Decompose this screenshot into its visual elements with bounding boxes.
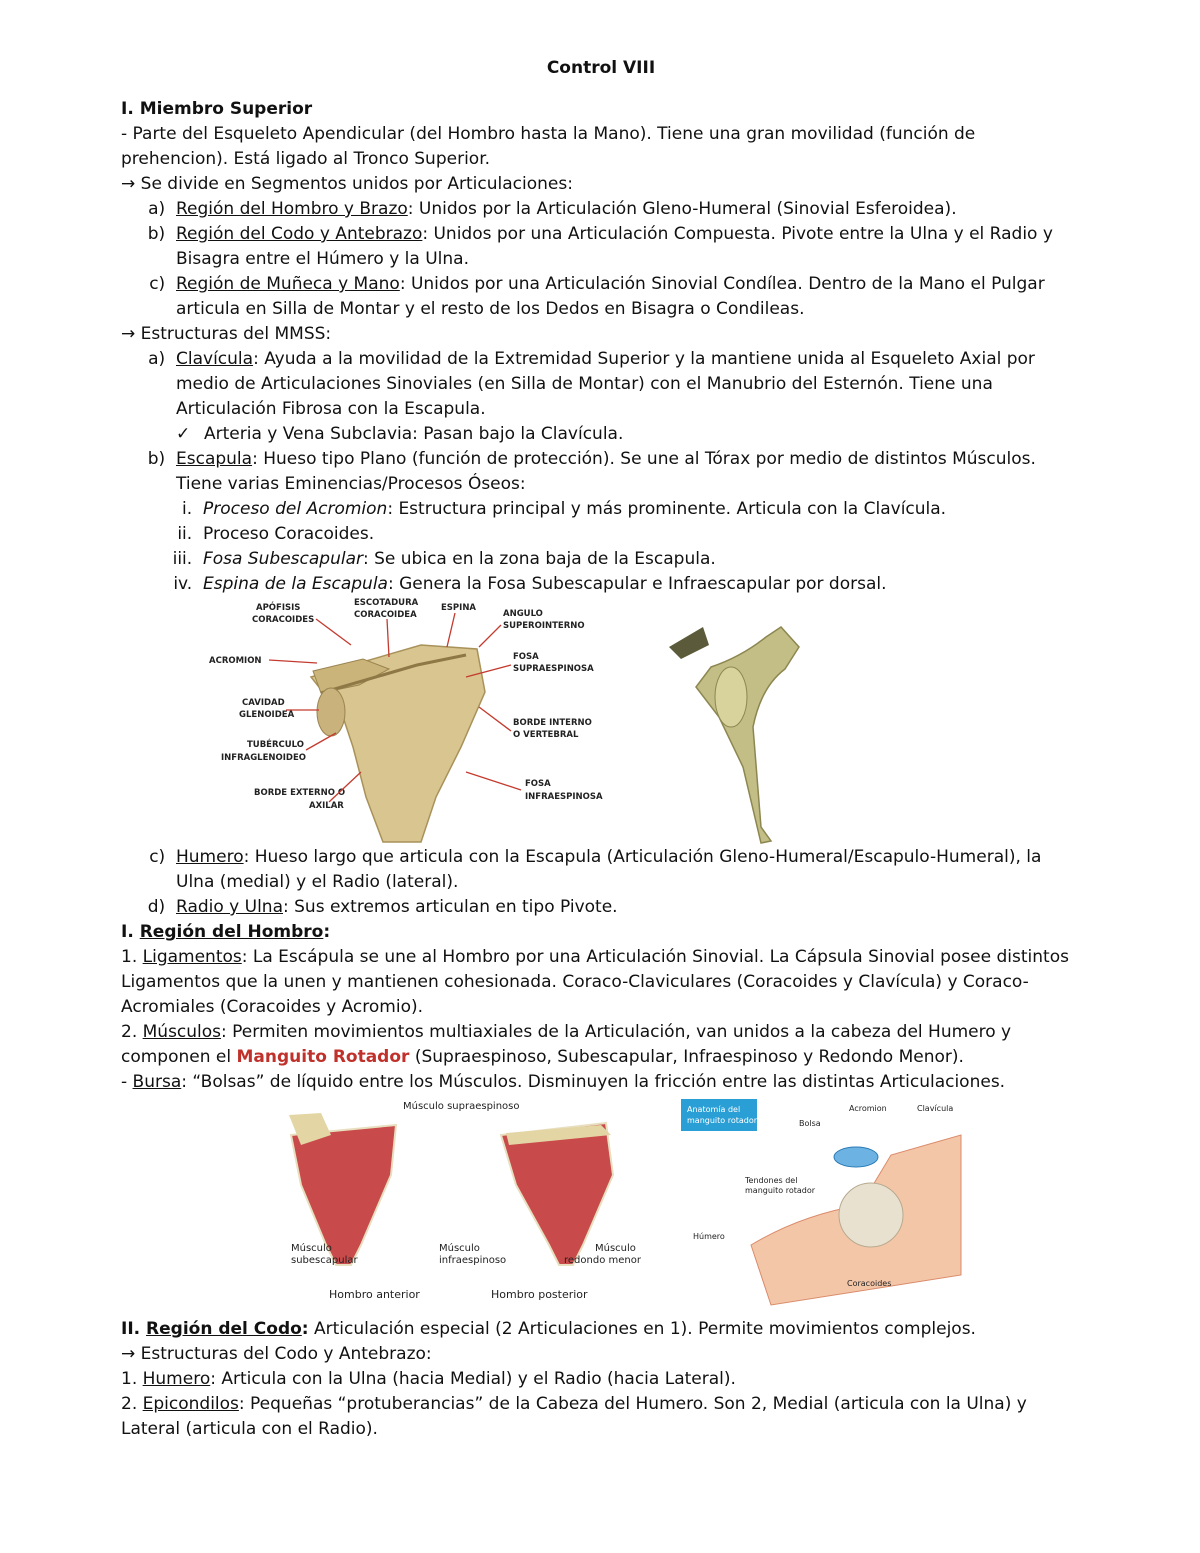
svg-text:SUPEROINTERNO: SUPEROINTERNO [503,621,585,631]
svg-text:FOSA: FOSA [513,652,539,662]
list-marker: b) [147,449,166,469]
svg-text:GLENOIDEA: GLENOIDEA [239,710,295,720]
section-heading-miembro-superior: I. Miembro Superior [121,99,313,119]
intro-paragraph: - Parte del Esqueleto Apendicular (del Hombro hasta la Mano). Tiene una gran movilidad (función de prehencion). Está ligado al Tronco Superior. [121,124,976,169]
rotator-cuff-title-box [681,1099,757,1131]
scapula-illustration [121,597,1081,845]
document-title: Control VIII [546,58,656,78]
svg-text:Hombro posterior: Hombro posterior [491,1288,588,1301]
roman-item: i. Proceso del Acromion: Estructura principal y más prominente. Articula con la Clavícula. [121,497,1081,522]
svg-text:Clavícula: Clavícula [917,1104,954,1113]
musculos-paragraph: 2. Músculos: Permiten movimientos multiaxiales de la Articulación, van unidos a la cabeza del Humero y componen el Manguito Rotador (Supraespinoso, Subescapular, Infraespinoso y Redondo Menor). [121,1022,1012,1067]
list-marker: a) [148,199,166,219]
manguito-rotador-highlight: Manguito Rotador [236,1047,410,1067]
svg-text:BORDE EXTERNO O: BORDE EXTERNO O [254,788,346,798]
list-item: b) Región del Codo y Antebrazo: Unidos por una Articulación Compuesta. Pivote entre la Ulna y el Radio y Bisagra entre el Húmero y la Ulna. [121,222,1081,272]
structures-title: → Estructuras del MMSS: [121,324,332,344]
term: Escapula [176,449,253,469]
humero-paragraph: 1. Humero: Articula con la Ulna (hacia Medial) y el Radio (hacia Lateral). [121,1369,736,1389]
list-item-clavicula: a) Clavícula: Ayuda a la movilidad de la Extremidad Superior y la mantiene unida al Esqueleto Axial por medio de Articulaciones Sinoviales (en Silla de Montar) con el Manubrio del Esternón. Tiene una Articulación Fibrosa con la Escapula. ✓ Arteria y Vena Subclavia: Pasan bajo la Clavícula. [121,347,1081,447]
segments-title: → Se divide en Segmentos unidos por Articulaciones: [121,174,573,194]
svg-text:Tendones del: Tendones del [745,1176,798,1185]
list-marker: c) [149,847,166,867]
term: Región del Hombro y Brazo [176,199,408,219]
list-marker: b) [147,224,166,244]
term: Humero [176,847,244,867]
check-item: Arteria y Vena Subclavia: Pasan bajo la Clavícula. [204,424,624,444]
section-heading-codo: II. Región del Codo: Articulación especial (2 Articulaciones en 1). Permite movimientos complejos. [121,1319,976,1339]
scapula-figure [121,597,1081,845]
svg-text:ESPINA: ESPINA [441,603,477,613]
svg-text:Bolsa: Bolsa [799,1119,821,1128]
term: Región de Muñeca y Mano [176,274,400,294]
document-page [121,56,1081,1442]
svg-text:BORDE INTERNO: BORDE INTERNO [513,718,592,728]
svg-text:ESCOTADURA: ESCOTADURA [354,598,419,608]
svg-text:Hombro anterior: Hombro anterior [329,1288,420,1301]
bursa-paragraph: - Bursa: “Bolsas” de líquido entre los Músculos. Disminuyen la fricción entre las distintas Articulaciones. [121,1072,1006,1092]
list-marker: ii. [177,524,193,544]
list-item-radio-ulna: d) Radio y Ulna: Sus extremos articulan en tipo Pivote. [121,895,1081,920]
svg-text:Coracoides: Coracoides [847,1279,892,1288]
svg-text:subescapular: subescapular [291,1255,358,1266]
roman-item: iv. Espina de la Escapula: Genera la Fosa Subescapular e Infraescapular por dorsal. [121,572,1081,597]
svg-text:ANGULO: ANGULO [503,609,543,619]
rotator-cuff-illustration [121,1095,1081,1317]
svg-text:Músculo: Músculo [291,1243,332,1254]
svg-text:CORACOIDES: CORACOIDES [252,615,315,625]
roman-item: iii. Fosa Subescapular: Se ubica en la zona baja de la Escapula. [121,547,1081,572]
term: Región del Codo y Antebrazo [176,224,423,244]
svg-text:INFRAESPINOSA: INFRAESPINOSA [525,792,603,802]
svg-text:redondo menor: redondo menor [564,1255,641,1266]
term: Clavícula [176,349,254,369]
svg-text:AXILAR: AXILAR [309,801,344,811]
svg-text:Acromion: Acromion [849,1104,887,1113]
list-marker: a) [148,349,166,369]
svg-text:CORACOIDEA: CORACOIDEA [354,610,417,620]
list-item-humero: c) Humero: Hueso largo que articula con la Escapula (Articulación Gleno-Humeral/Escapulo-Humeral), la Ulna (medial) y el Radio (lateral). [121,845,1081,895]
svg-text:manguito rotador: manguito rotador [745,1186,816,1195]
svg-text:CAVIDAD: CAVIDAD [242,698,285,708]
ligamentos-paragraph: 1. Ligamentos: La Escápula se une al Hombro por una Articulación Sinovial. La Cápsula Sinovial posee distintos Ligamentos que la unen y mantienen cohesionada. Coraco-Claviculares (Coracoides y Clavícula) y Coraco-Acromiales (Coracoides y Acromio). [121,947,1069,1017]
svg-text:TUBÉRCULO: TUBÉRCULO [247,740,305,750]
svg-text:Húmero: Húmero [693,1232,725,1241]
svg-text:ACROMION: ACROMION [209,656,262,666]
list-marker: c) [149,274,166,294]
codo-structures-title: → Estructuras del Codo y Antebrazo: [121,1344,432,1364]
list-marker: i. [182,499,193,519]
svg-text:Músculo: Músculo [439,1243,480,1254]
svg-text:FOSA: FOSA [525,779,551,789]
list-marker: d) [147,897,166,917]
svg-text:O VERTEBRAL: O VERTEBRAL [513,730,579,740]
list-marker: iii. [172,549,193,569]
svg-text:APÓFISIS: APÓFISIS [256,603,301,613]
epicondilos-paragraph: 2. Epicondilos: Pequeñas “protuberancias” de la Cabeza del Humero. Son 2, Medial (articula con la Ulna) y Lateral (articula con el Radio). [121,1394,1027,1439]
list-item-escapula: b) Escapula: Hueso tipo Plano (función de protección). Se une al Tórax por medio de distintos Músculos. Tiene varias Eminencias/Procesos Óseos: [121,447,1081,497]
svg-text:Músculo supraespinoso: Músculo supraespinoso [403,1101,520,1112]
rotator-cuff-figure [121,1095,1081,1317]
svg-text:INFRAGLENOIDEO: INFRAGLENOIDEO [221,753,306,763]
svg-text:Anatomía del: Anatomía del [687,1105,741,1114]
svg-text:manguito rotador: manguito rotador [687,1116,758,1125]
svg-text:Músculo: Músculo [595,1243,636,1254]
section-heading-hombro: I. Región del Hombro: [121,922,331,942]
scapula-lateral-bone [696,627,799,843]
list-item: a) Región del Hombro y Brazo: Unidos por la Articulación Gleno-Humeral (Sinovial Esferoidea). [121,197,1081,222]
list-marker: iv. [173,574,193,594]
term: Radio y Ulna [176,897,283,917]
list-item: c) Región de Muñeca y Mano: Unidos por una Articulación Sinovial Condílea. Dentro de la Mano el Pulgar articula en Silla de Montar y el resto de los Dedos en Bisagra o Condileas. [121,272,1081,322]
svg-text:infraespinoso: infraespinoso [439,1255,507,1266]
checkmark-icon: ✓ [176,424,191,444]
svg-text:SUPRAESPINOSA: SUPRAESPINOSA [513,664,594,674]
roman-item: ii. Proceso Coracoides. [121,522,1081,547]
